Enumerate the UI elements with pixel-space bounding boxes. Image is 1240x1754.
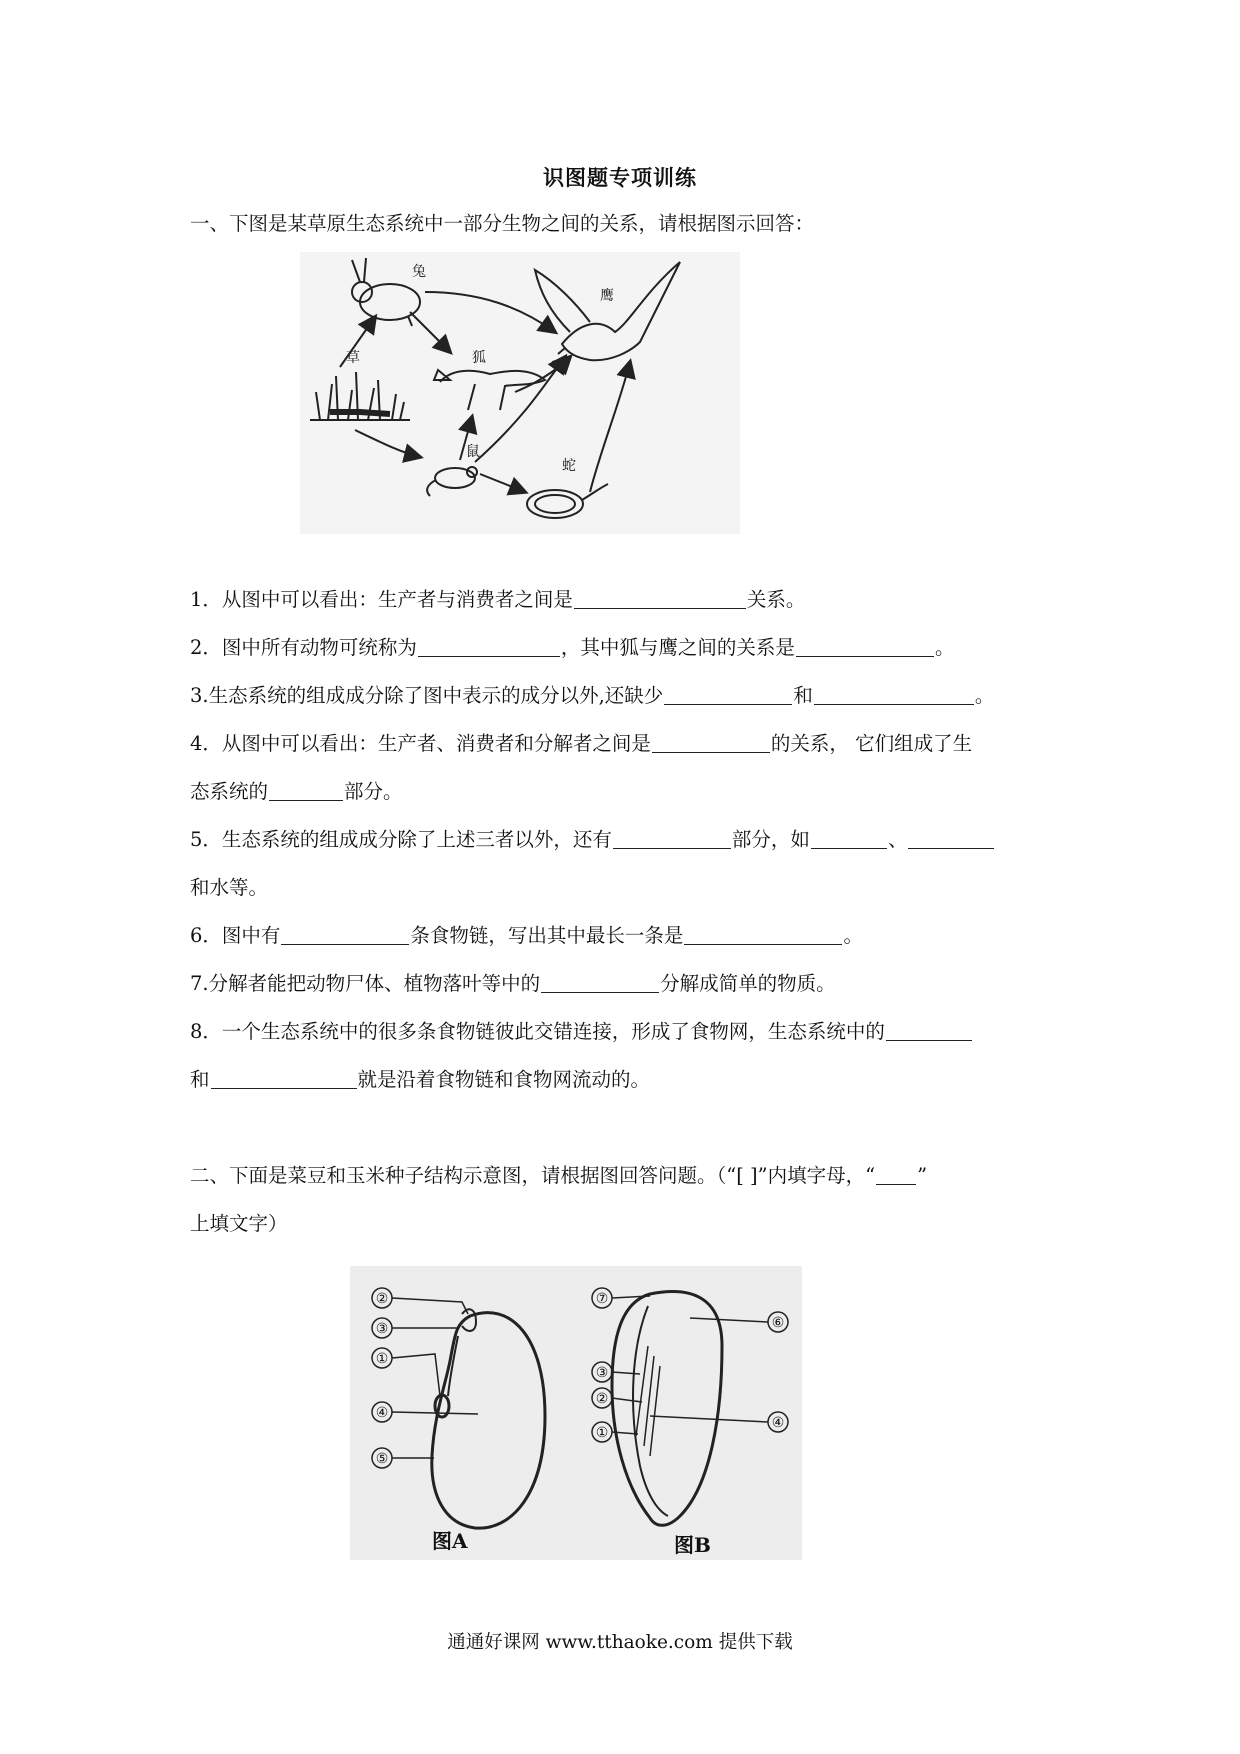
q8-text-a: 8．一个生态系统中的很多条食物链彼此交错连接，形成了食物网，生态系统中的: [190, 1020, 885, 1043]
heading-blank-sample: [876, 1164, 916, 1185]
q3-text-a: 3.生态系统的组成成分除了图中表示的成分以外,还缺少: [190, 684, 664, 707]
q3-blank-1[interactable]: [664, 684, 792, 705]
label-fox: 狐: [472, 350, 486, 366]
food-web-figure: [300, 252, 740, 534]
label-snake: 蛇: [562, 458, 576, 474]
figA-label-4: ④: [375, 1405, 389, 1421]
page-footer: 通通好课网 www.tthaoke.com 提供下载: [447, 1632, 793, 1653]
q3-text-b: 和: [793, 684, 813, 707]
label-mouse: 鼠: [466, 444, 480, 460]
q2-text-b: ，其中狐与鹰之间的关系是: [560, 636, 795, 659]
q7-text-a: 7.分解者能把动物尸体、植物落叶等中的: [190, 972, 541, 995]
section2-heading-b: ”: [917, 1164, 928, 1187]
q5-text-d: 和水等。: [190, 876, 269, 899]
figA-label-1: ①: [375, 1351, 389, 1367]
q4-text-a: 4．从图中可以看出：生产者、消费者和分解者之间是: [190, 732, 651, 755]
section1-heading: 一、下图是某草原生态系统中一部分生物之间的关系，请根据图示回答：: [190, 212, 815, 235]
q6-text-b: 条食物链，写出其中最长一条是: [410, 924, 684, 947]
seed-structure-figure: [350, 1266, 802, 1560]
figB-label-1: ①: [595, 1425, 609, 1441]
q5-blank-2[interactable]: [811, 828, 887, 849]
q8-blank-1[interactable]: [886, 1020, 972, 1041]
question-4-cont: [190, 778, 403, 806]
q6-blank-2[interactable]: [684, 924, 842, 945]
question-8-cont: [190, 1066, 650, 1094]
label-grass: 草: [346, 350, 360, 366]
question-4: [190, 730, 972, 758]
question-5: [190, 826, 995, 854]
figB-label-3: ③: [595, 1365, 609, 1381]
q2-text-a: 2．图中所有动物可统称为: [190, 636, 417, 659]
figA-label-5: ⑤: [375, 1451, 389, 1467]
q2-blank-1[interactable]: [418, 636, 560, 657]
q5-blank-1[interactable]: [613, 828, 731, 849]
q7-blank[interactable]: [541, 972, 659, 993]
q2-text-c: 。: [934, 636, 955, 659]
figA-label-2: ②: [375, 1291, 389, 1307]
question-6: [190, 922, 863, 950]
q3-blank-2[interactable]: [814, 684, 974, 705]
figB-label-6: ⑥: [771, 1315, 785, 1331]
q8-text-c: 就是沿着食物链和食物网流动的。: [357, 1068, 651, 1091]
question-2: [190, 634, 954, 662]
question-5-cont: [190, 874, 268, 902]
label-rabbit: 兔: [412, 264, 426, 280]
page-title: 识图题专项训练: [543, 165, 697, 190]
figB-label-4: ④: [771, 1415, 785, 1431]
section2-heading-a: 二、下面是菜豆和玉米种子结构示意图，请根据图回答问题。（“[ ]”内填字母，“: [190, 1164, 876, 1187]
q1-text-b: 关系。: [746, 588, 806, 611]
section2-heading: [190, 1162, 927, 1190]
q2-blank-2[interactable]: [796, 636, 934, 657]
q5-blank-3[interactable]: [908, 828, 994, 849]
q1-text-a: 1．从图中可以看出：生产者与消费者之间是: [190, 588, 573, 611]
q4-text-c: 态系统的: [190, 780, 269, 803]
q4-blank-1[interactable]: [652, 732, 770, 753]
q8-text-b: 和: [190, 1068, 210, 1091]
figA-caption: 图A: [432, 1529, 468, 1553]
q1-blank[interactable]: [574, 588, 746, 609]
q4-text-d: 部分。: [344, 780, 403, 803]
q4-blank-2[interactable]: [269, 780, 343, 801]
q4-text-b: 的关系， 它们组成了生: [770, 732, 973, 755]
q6-text-c: 。: [843, 924, 863, 947]
q6-text-a: 6．图中有: [190, 924, 281, 947]
q8-blank-2[interactable]: [211, 1068, 357, 1089]
section2-heading-cont: 上填文字）: [190, 1212, 288, 1235]
label-eagle: 鹰: [600, 288, 614, 304]
question-3: [190, 682, 994, 710]
q5-text-c: 、: [887, 828, 908, 851]
q5-text-a: 5．生态系统的组成成分除了上述三者以外，还有: [190, 828, 612, 851]
q5-text-b: 部分，如: [731, 828, 810, 851]
question-1: [190, 586, 805, 614]
q7-text-b: 分解成简单的物质。: [660, 972, 836, 995]
q3-text-c: 。: [974, 684, 995, 707]
figB-label-2: ②: [595, 1391, 609, 1407]
question-7: [190, 970, 836, 998]
figB-caption: 图B: [674, 1533, 711, 1557]
q6-blank-1[interactable]: [281, 924, 409, 945]
figA-label-3: ③: [375, 1321, 389, 1337]
figB-label-7: ⑦: [595, 1291, 609, 1307]
question-8: [190, 1018, 973, 1046]
